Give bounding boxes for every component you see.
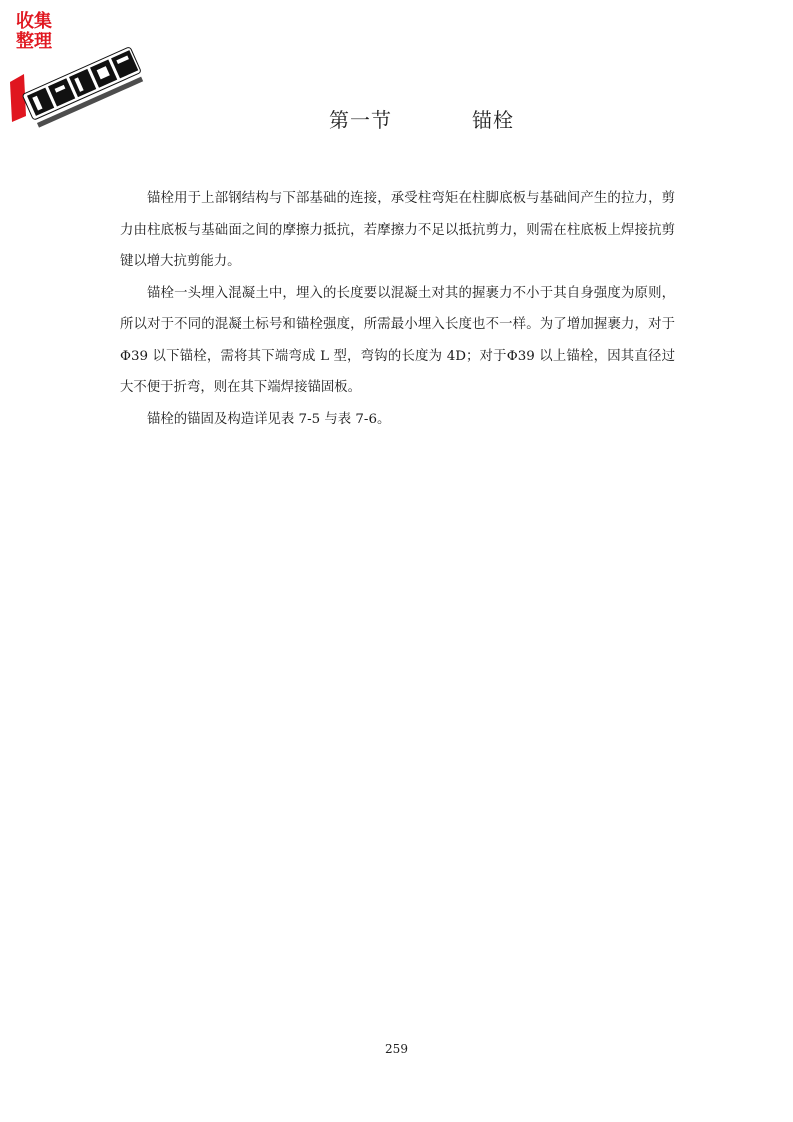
page-number: 259 — [385, 1042, 408, 1056]
paragraph-2: 锚栓一头埋入混凝土中，埋入的长度要以混凝土对其的握裹力不小于其自身强度为原则，所以对于不同的混凝土标号和锚栓强度，所需最小埋入长度也不一样。为了增加握裹力，对于Φ39 以下锚栓，需将其下端弯成 L 型，弯钩的长度为 4D；对于Φ39 以上锚栓，因其直径过大不便于折弯，则在其下端焊接锚固板。 — [120, 285, 675, 395]
paragraph-3: 锚栓的锚固及构造详见表 7-5 与表 7-6。 — [147, 411, 391, 427]
stamp-label-line1: 收集 — [16, 11, 52, 32]
body-text — [120, 183, 675, 435]
stamp-label-line2: 整理 — [16, 31, 52, 52]
page-title — [0, 104, 793, 134]
section-label: 第一节 — [329, 108, 392, 132]
paragraph-1: 锚栓用于上部钢结构与下部基础的连接，承受柱弯矩在柱脚底板与基础间产生的拉力，剪力由柱底板与基础面之间的摩擦力抵抗，若摩擦力不足以抵抗剪力，则需在柱底板上焊接抗剪键以增大抗剪能力。 — [120, 191, 675, 269]
section-topic: 锚栓 — [472, 108, 514, 132]
